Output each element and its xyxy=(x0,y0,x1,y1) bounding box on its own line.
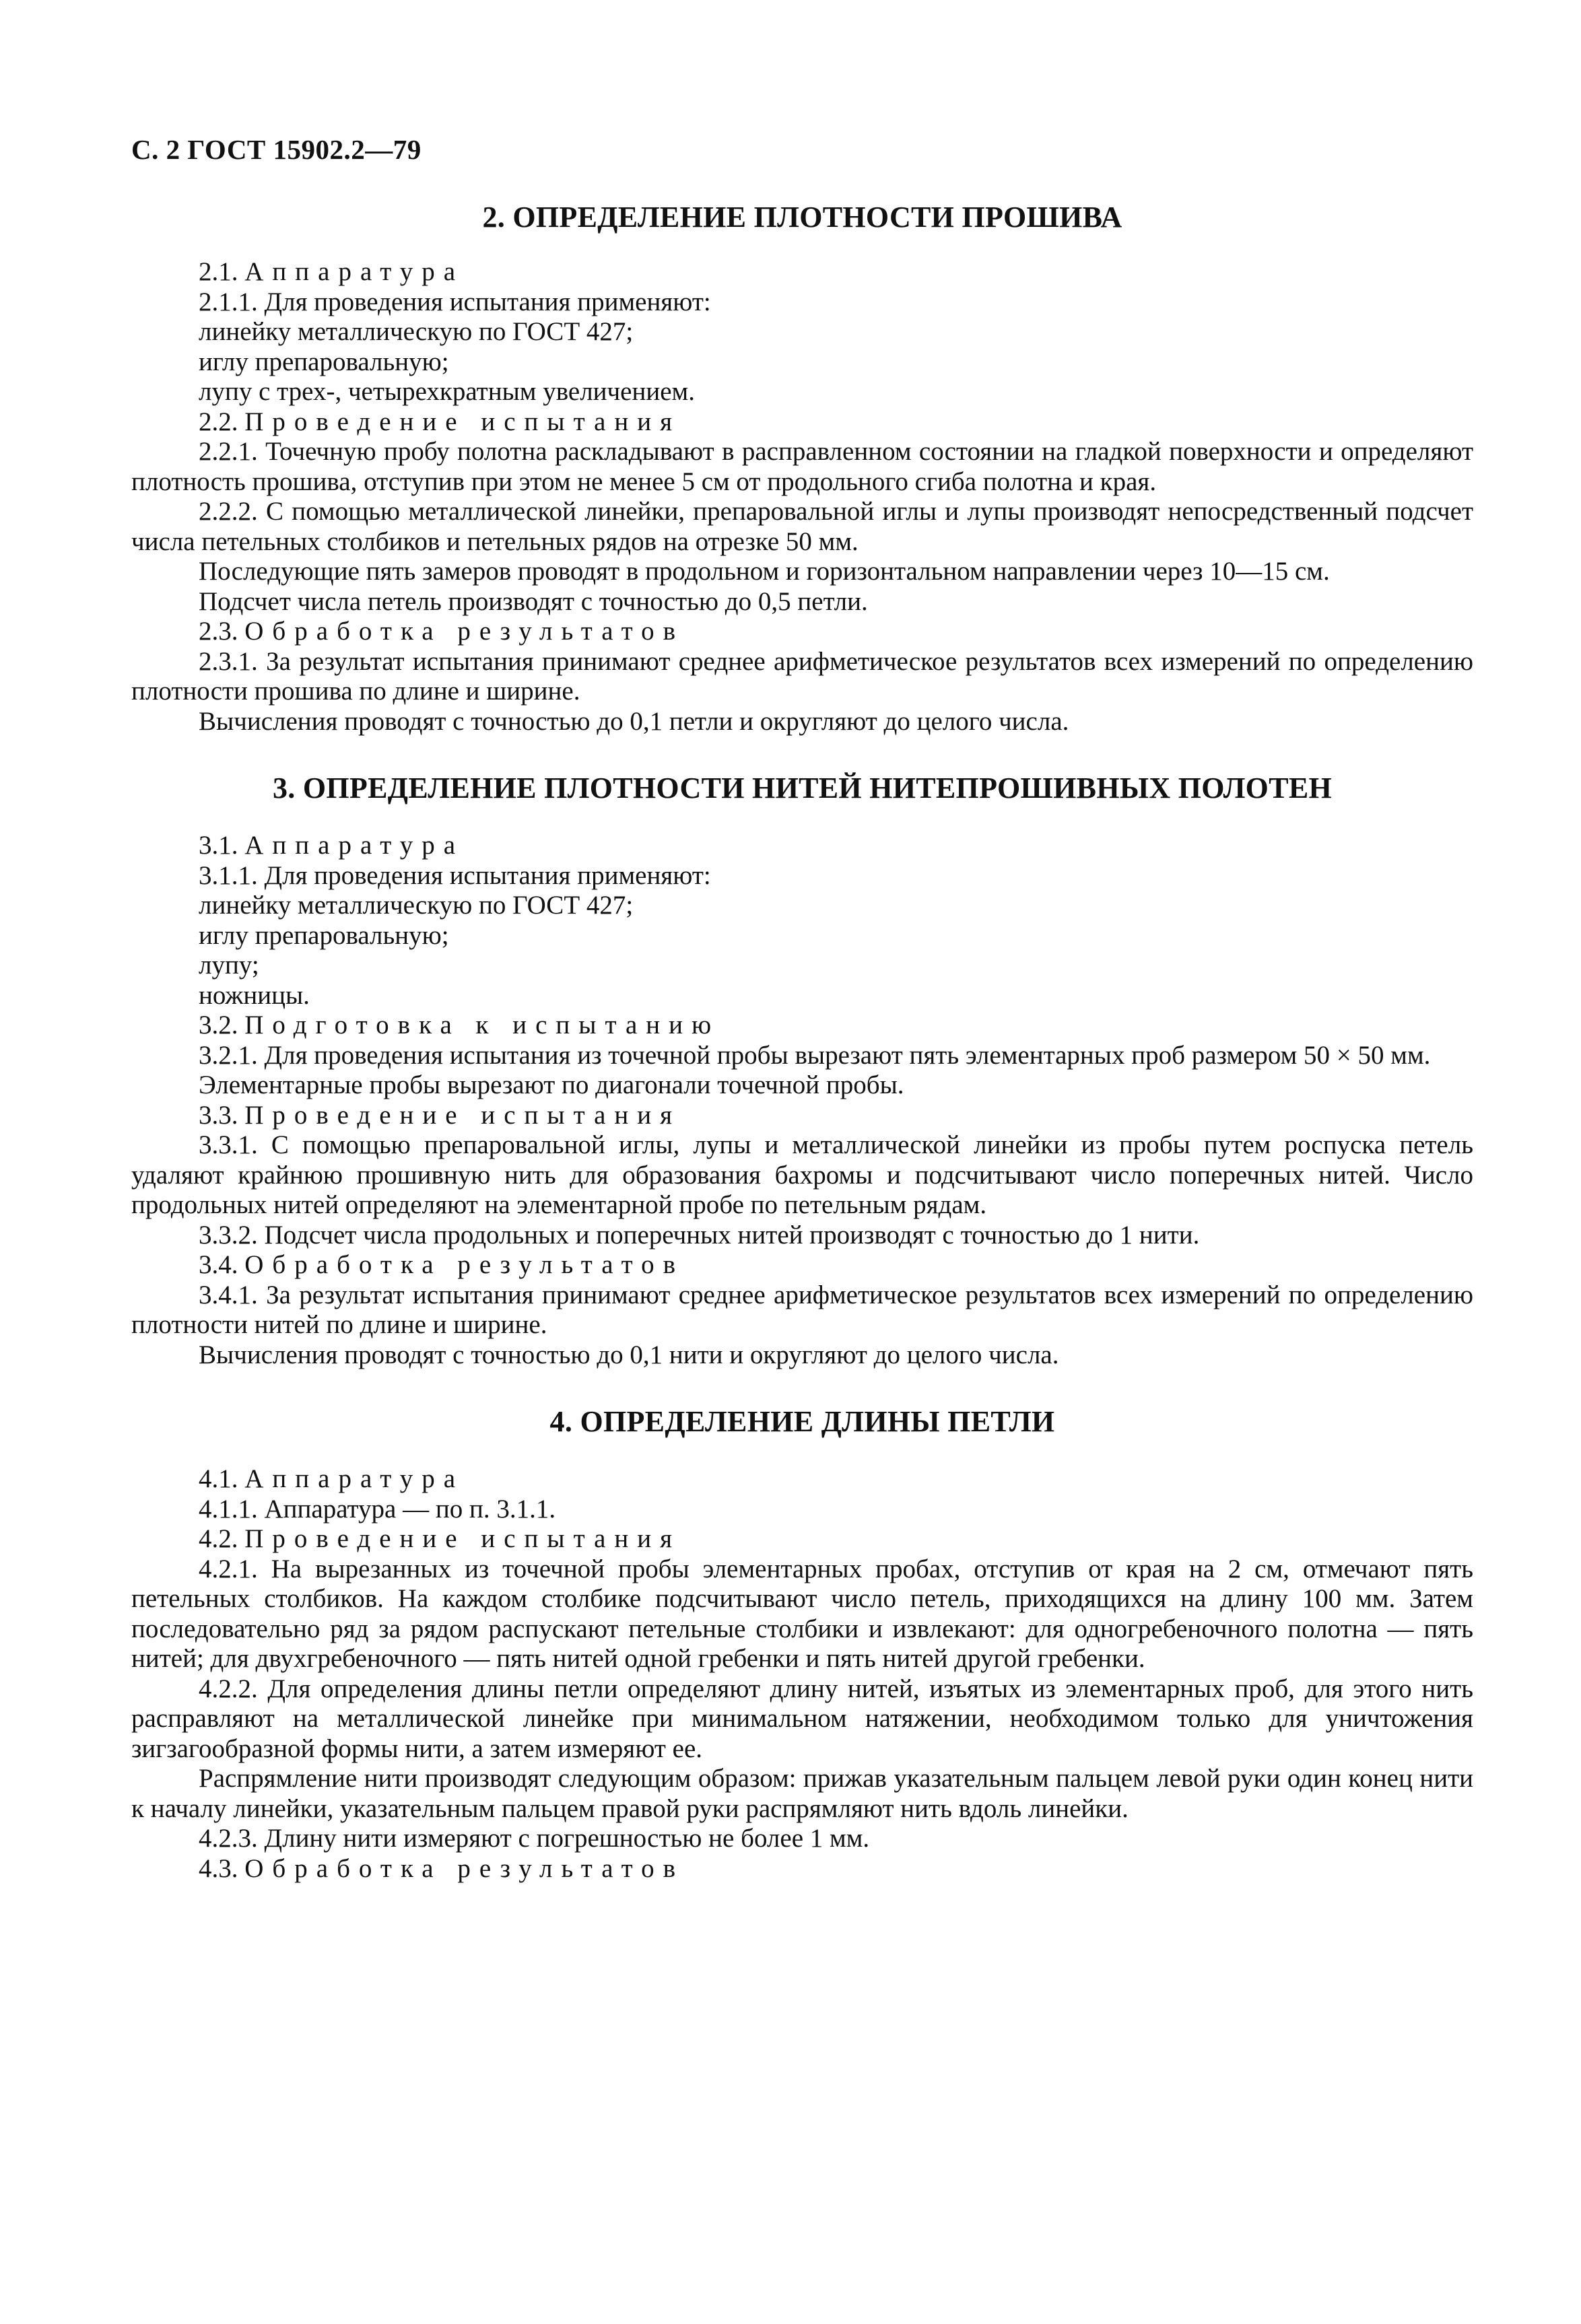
document-body xyxy=(131,201,1473,1884)
paragraph: 3.1.1. Для проведения испытания применяют: xyxy=(199,860,711,890)
subsection-heading xyxy=(131,831,1473,861)
paragraph: Элементарные пробы вырезают по диагонали точечной пробы. xyxy=(199,1070,904,1099)
list-item: иглу препаровальную; xyxy=(199,347,449,376)
page-header: С. 2 ГОСТ 15902.2—79 xyxy=(131,134,422,165)
paragraph: 2.1.1. Для проведения испытания применяют: xyxy=(199,287,711,316)
paragraph: Подсчет числа петель производят с точностью до 0,5 петли. xyxy=(199,586,868,616)
subsection-label: Обработка результатов xyxy=(244,617,685,646)
paragraph: Последующие пять замеров проводят в продольном и горизонтальном направлении через 10—15 см. xyxy=(199,557,1330,586)
paragraph: 2.2.2. С помощью металлической линейки, препаровальной иглы и лупы производят непосредственный подсчет числа петельных столбиков и петельных рядов на отрезке 50 мм. xyxy=(131,497,1473,556)
list-item: лупу с трех-, четырехкратным увеличением. xyxy=(199,377,695,406)
subsection-label: Подготовка к испытанию xyxy=(244,1011,720,1039)
subsection-heading xyxy=(131,407,1473,438)
subsection-label: Аппаратура xyxy=(244,831,465,860)
section-title: 4. ОПРЕДЕЛЕНИЕ ДЛИНЫ ПЕТЛИ xyxy=(549,1405,1055,1438)
list-item: ножницы. xyxy=(199,980,310,1010)
subsection-heading xyxy=(131,257,1473,287)
section-title: 3. ОПРЕДЕЛЕНИЕ ПЛОТНОСТИ НИТЕЙ НИТЕПРОШИВНЫХ ПОЛОТЕН xyxy=(272,772,1333,805)
paragraph: Вычисления проводят с точностью до 0,1 нити и округляют до целого числа. xyxy=(199,1340,1059,1369)
paragraph: 4.1.1. Аппаратура — по п. 3.1.1. xyxy=(199,1494,556,1524)
list-item: линейку металлическую по ГОСТ 427; xyxy=(199,891,634,920)
subsection-number: 3.2. xyxy=(199,1011,238,1039)
subsection-number: 3.1. xyxy=(199,831,238,860)
paragraph: 3.3.1. С помощью препаровальной иглы, лупы и металлической линейки из пробы путем роспуска петель удаляют крайнюю прошивную нить для образования бахромы и подсчитывают число поперечных нитей. Число продольных нитей определяют на элементарной пробе по петельным рядам. xyxy=(131,1130,1473,1219)
subsection-number: 2.2. xyxy=(199,407,238,436)
subsection-number: 4.3. xyxy=(199,1853,238,1883)
subsection-label: Обработка результатов xyxy=(244,1250,685,1279)
paragraph: 4.2.1. На вырезанных из точечной пробы элементарных пробах, отступив от края на 2 см, отмечают пять петельных столбиков. На каждом столбике подсчитывают число петель, приходящихся на длину 100 мм. Затем последовательно ряд за рядом распускают петельные столбики и извлекают: для одногребеночного полотна — пять нитей; для двухгребеночного — пять нитей одной гребенки и пять нитей другой гребенки. xyxy=(131,1554,1473,1673)
paragraph: Вычисления проводят с точностью до 0,1 петли и округляют до целого числа. xyxy=(199,706,1069,736)
subsection-number: 3.4. xyxy=(199,1250,238,1279)
subsection-number: 2.1. xyxy=(199,257,238,286)
list-item: лупу; xyxy=(199,951,259,980)
subsection-label: Аппаратура xyxy=(244,1464,465,1493)
subsection-label: Проведение испытания xyxy=(244,1100,681,1130)
subsection-heading xyxy=(131,617,1473,647)
paragraph: 2.3.1. За результат испытания принимают среднее арифметическое результатов всех измерений по определению плотности прошива по длине и ширине. xyxy=(131,646,1473,706)
subsection-number: 4.1. xyxy=(199,1464,238,1493)
section-title: 2. ОПРЕДЕЛЕНИЕ ПЛОТНОСТИ ПРОШИВА xyxy=(482,201,1122,234)
subsection-heading xyxy=(131,1854,1473,1884)
paragraph: 3.3.2. Подсчет числа продольных и поперечных нитей производят с точностью до 1 нити. xyxy=(199,1220,1200,1250)
paragraph: 3.4.1. За результат испытания принимают среднее арифметическое результатов всех измерений по определению плотности нитей по длине и ширине. xyxy=(131,1280,1473,1339)
subsection-number: 2.3. xyxy=(199,617,238,646)
subsection-label: Проведение испытания xyxy=(244,407,681,436)
subsection-heading xyxy=(131,1250,1473,1280)
subsection-heading xyxy=(131,1464,1473,1495)
list-item: линейку металлическую по ГОСТ 427; xyxy=(199,317,634,346)
paragraph: 4.2.3. Длину нити измеряют с погрешностью не более 1 мм. xyxy=(199,1824,870,1853)
subsection-number: 3.3. xyxy=(199,1100,238,1130)
subsection-label: Проведение испытания xyxy=(244,1524,681,1553)
subsection-number: 4.2. xyxy=(199,1524,238,1553)
subsection-heading xyxy=(131,1011,1473,1041)
subsection-heading xyxy=(131,1524,1473,1554)
paragraph: 3.2.1. Для проведения испытания из точечной пробы вырезают пять элементарных проб размером 50 × 50 мм. xyxy=(199,1040,1431,1070)
subsection-label: Обработка результатов xyxy=(244,1853,685,1883)
paragraph: 4.2.2. Для определения длины петли определяют длину нитей, изъятых из элементарных проб, для этого нить расправляют на металлической линейке при минимальном натяжении, необходимом только для уничтожения зигзагообразной формы нити, а затем измеряют ее. xyxy=(131,1674,1473,1763)
subsection-label: Аппаратура xyxy=(244,257,465,286)
paragraph: Распрямление нити производят следующим образом: прижав указательным пальцем левой руки один конец нити к началу линейки, указательным пальцем правой руки распрямляют нить вдоль линейки. xyxy=(131,1764,1473,1823)
list-item: иглу препаровальную; xyxy=(199,920,449,950)
subsection-heading xyxy=(131,1101,1473,1131)
paragraph: 2.2.1. Точечную пробу полотна раскладывают в расправленном состоянии на гладкой поверхности и определяют плотность прошива, отступив при этом не менее 5 см от продольного сгиба полотна и края. xyxy=(131,437,1473,496)
